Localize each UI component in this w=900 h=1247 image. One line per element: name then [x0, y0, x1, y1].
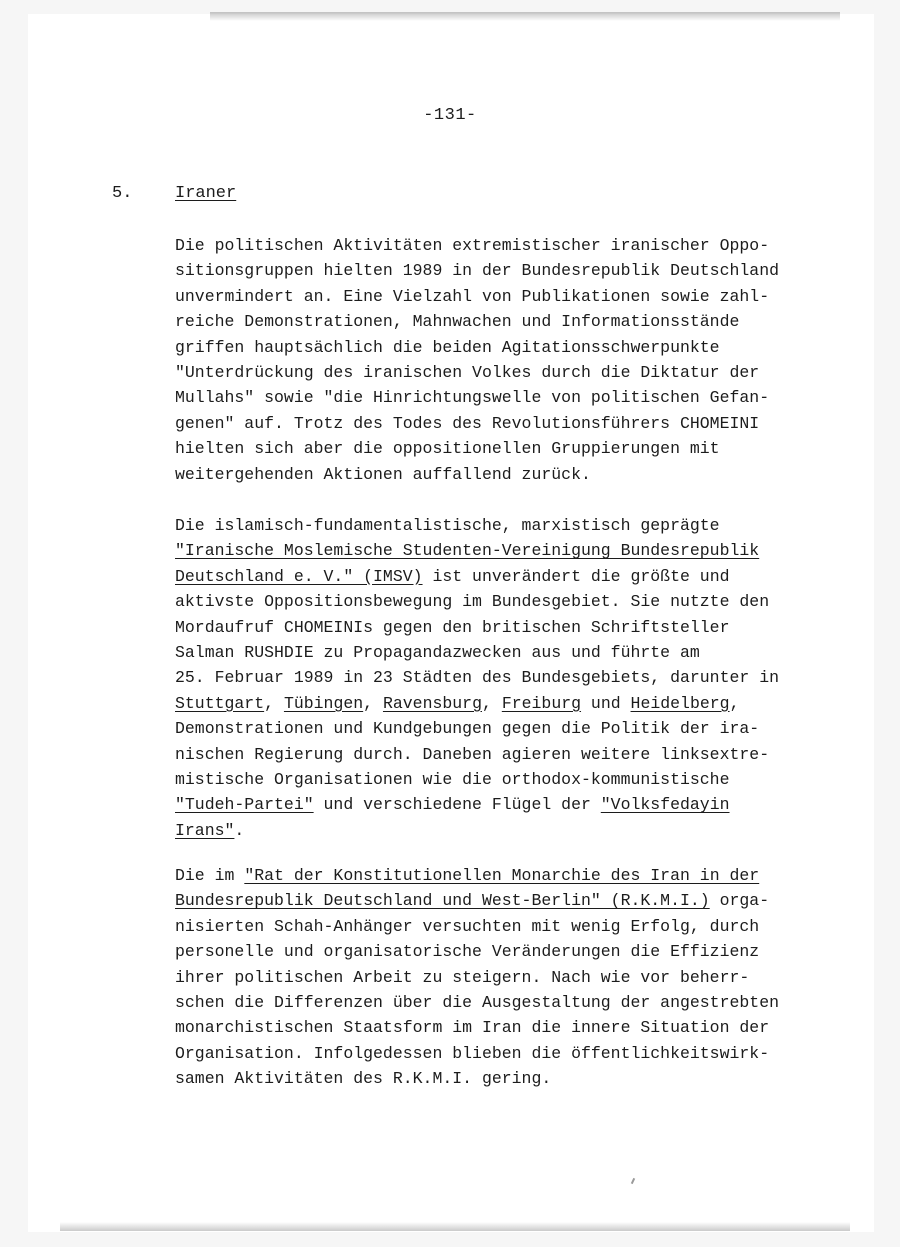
text-line — [175, 385, 815, 410]
text-line — [175, 1066, 815, 1091]
scan-shadow-bottom — [60, 1222, 850, 1231]
underlined-text: Ravensburg — [382, 693, 482, 713]
text-segment: Salman RUSHDIE zu Propagandazwecken aus und führte am — [175, 642, 700, 662]
text-line — [175, 436, 815, 461]
text-line — [175, 888, 815, 913]
text-line — [175, 411, 815, 436]
text-segment: , — [729, 693, 740, 713]
underlined-text: Stuttgart — [175, 693, 265, 713]
text-segment: reiche Demonstrationen, Mahnwachen und Informationsstände — [175, 312, 740, 332]
text-segment: ihrer politischen Arbeit zu steigern. Nach wie vor beherr- — [175, 967, 750, 987]
text-segment: nisierten Schah-Anhänger versuchten mit wenig Erfolg, durch — [175, 916, 760, 936]
text-line — [175, 284, 815, 309]
text-segment: , — [264, 693, 284, 713]
text-line — [175, 716, 815, 741]
text-line — [175, 258, 815, 283]
text-segment: Demonstrationen und Kundgebungen gegen die Politik der ira- — [175, 719, 760, 739]
text-segment: mistische Organisationen wie die orthodox-kommunistische — [175, 769, 730, 789]
text-line — [175, 1015, 815, 1040]
text-segment: Mordaufruf CHOMEINIs gegen den britischen Schriftsteller — [175, 617, 730, 637]
text-segment: . — [234, 820, 245, 840]
text-segment: Organisation. Infolgedessen blieben die öffentlichkeitswirk- — [175, 1043, 770, 1063]
underlined-text: Deutschland e. V." (IMSV) — [175, 566, 423, 586]
text-line — [175, 742, 815, 767]
underlined-text: Heidelberg — [630, 693, 730, 713]
text-line — [175, 360, 815, 385]
text-line — [175, 1041, 815, 1066]
text-segment: und verschiedene Flügel der — [313, 795, 601, 815]
text-line — [175, 965, 815, 990]
underlined-text: "Rat der Konstitutionellen Monarchie des Iran in der — [244, 866, 760, 885]
text-segment: ist unverändert die größte und — [422, 566, 730, 586]
text-line — [175, 818, 815, 843]
text-line — [175, 233, 815, 258]
page-number: -131- — [423, 106, 477, 125]
section-number: 5. — [112, 184, 133, 203]
text-segment: unvermindert an. Eine Vielzahl von Publikationen sowie zahl- — [175, 286, 770, 306]
underlined-text: Bundesrepublik Deutschland und West-Berlin" (R.K.M.I.) — [175, 891, 710, 911]
paragraph-3 — [175, 863, 815, 1092]
underlined-text: Irans" — [175, 820, 235, 840]
text-line — [175, 792, 815, 817]
paragraph-2 — [175, 513, 815, 843]
text-segment: schen die Differenzen über die Ausgestaltung der angestrebten — [175, 992, 779, 1012]
text-segment: weitergehenden Aktionen auffallend zurück. — [175, 464, 591, 484]
text-line — [175, 462, 815, 487]
underlined-text: "Iranische Moslemische Studenten-Vereinigung Bundesrepublik — [175, 541, 760, 561]
text-line — [175, 691, 815, 716]
text-segment: , — [482, 693, 502, 713]
text-segment: nischen Regierung durch. Daneben agieren weitere linksextre- — [175, 744, 770, 764]
text-line — [175, 564, 815, 589]
text-line — [175, 914, 815, 939]
text-segment: 25. Februar 1989 in 23 Städten des Bundesgebiets, darunter in — [175, 668, 779, 688]
text-line — [175, 309, 815, 334]
text-segment: hielten sich aber die oppositionellen Gruppierungen mit — [175, 439, 720, 459]
text-segment: griffen hauptsächlich die beiden Agitationsschwerpunkte — [175, 337, 720, 357]
underlined-text: Freiburg — [501, 693, 582, 713]
text-segment: samen Aktivitäten des R.K.M.I. gering. — [175, 1069, 552, 1089]
text-segment: genen" auf. Trotz des Todes des Revolutionsführers CHOMEINI — [175, 413, 760, 433]
text-segment: Die im — [175, 866, 245, 885]
text-line — [175, 335, 815, 360]
text-segment: monarchistischen Staatsform im Iran die innere Situation der — [175, 1018, 770, 1038]
text-line — [175, 615, 815, 640]
paragraph-1 — [175, 233, 815, 487]
text-segment: Die politischen Aktivitäten extremistischer iranischer Oppo- — [175, 236, 770, 255]
text-line — [175, 767, 815, 792]
text-line — [175, 665, 815, 690]
text-segment: "Unterdrückung des iranischen Volkes durch die Diktatur der — [175, 362, 760, 382]
text-line — [175, 863, 815, 888]
text-line — [175, 589, 815, 614]
text-segment: orga- — [709, 891, 770, 911]
text-segment: aktivste Oppositionsbewegung im Bundesgebiet. Sie nutzte den — [175, 592, 770, 612]
underlined-text: "Tudeh-Partei" — [175, 795, 314, 815]
text-line — [175, 513, 815, 538]
scan-shadow-top — [210, 12, 840, 21]
text-segment: Mullahs" sowie "die Hinrichtungswelle von politischen Gefan- — [175, 388, 770, 408]
text-line — [175, 990, 815, 1015]
text-segment: , — [363, 693, 383, 713]
text-line — [175, 538, 815, 563]
text-line — [175, 640, 815, 665]
text-segment: und — [581, 693, 631, 713]
text-segment: personelle und organisatorische Veränderungen die Effizienz — [175, 942, 760, 962]
underlined-text: "Volksfedayin — [600, 795, 730, 815]
section-title: Iraner — [175, 184, 237, 203]
text-line — [175, 939, 815, 964]
text-segment: Die islamisch-fundamentalistische, marxistisch geprägte — [175, 516, 720, 535]
underlined-text: Tübingen — [283, 693, 364, 713]
text-segment: sitionsgruppen hielten 1989 in der Bundesrepublik Deutschland — [175, 261, 779, 281]
